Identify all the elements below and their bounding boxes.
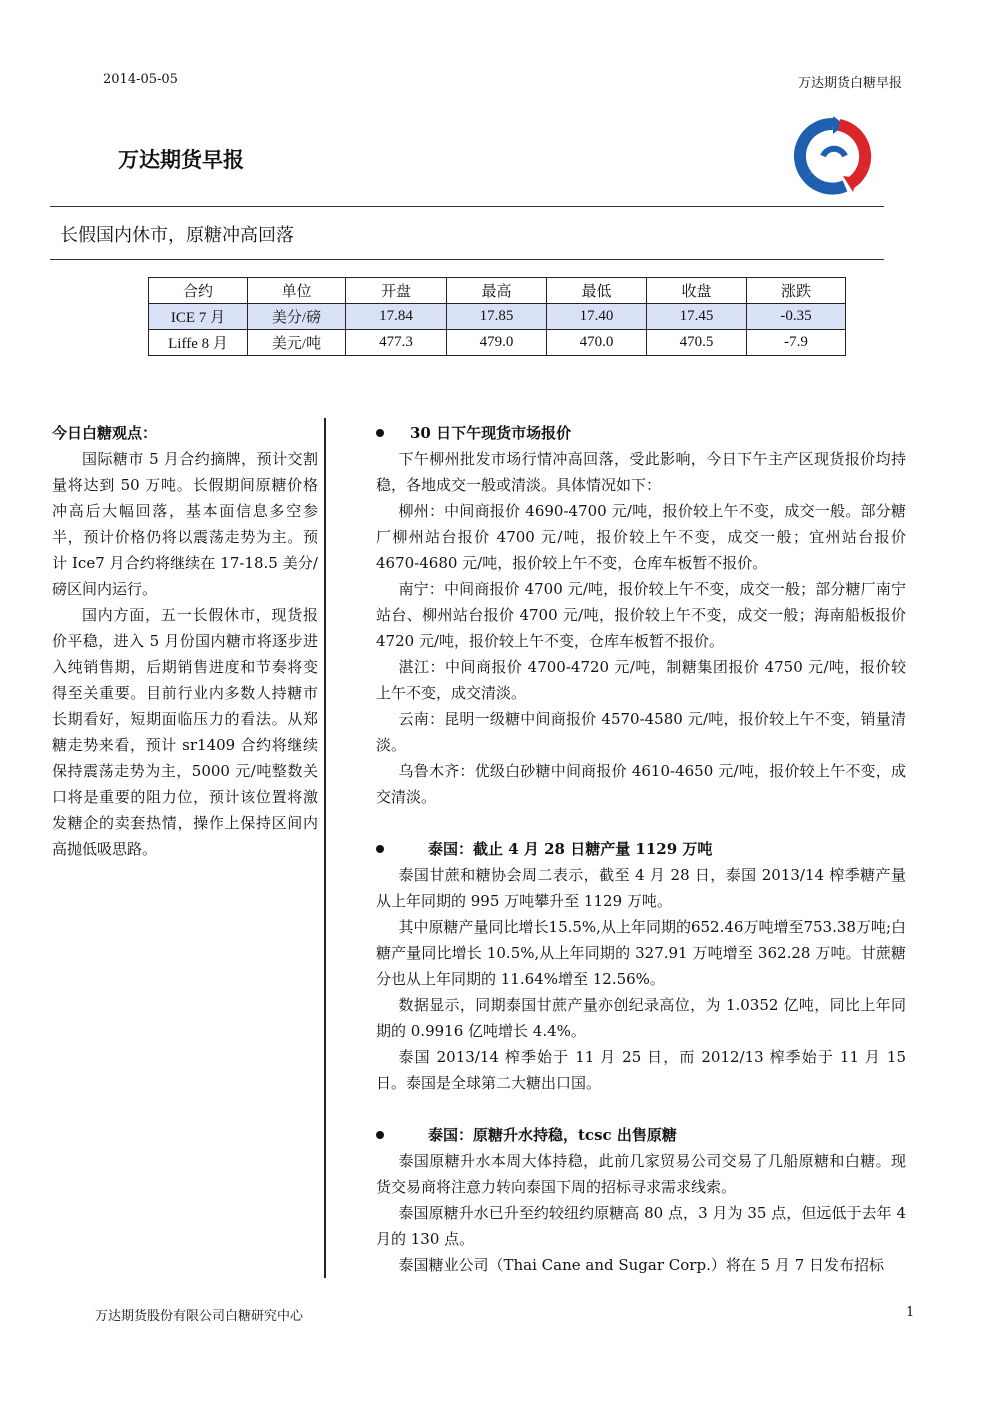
page-number: 1 <box>906 1305 915 1320</box>
outlook-paragraph: 国际糖市 5 月合约摘牌，预计交割量将达到 50 万吨。长假期间原糖价格冲高后大幅回落，基本面信息多空参半，预计价格仍将以震荡走势为主。预计 Ice7 月合约将继续在 17-18.5 美分/磅区间内运行。 <box>52 450 318 598</box>
table-cell: -0.35 <box>747 304 846 330</box>
news-section <box>376 1122 906 1278</box>
table-header: 最低 <box>547 278 647 304</box>
section-paragraph: 柳州：中间商报价 4690-4700 元/吨，报价较上午不变，成交一般。部分糖厂柳州站台报价 4700 元/吨，报价较上午不变，成交一般；宜州站台报价 4670-4680 元/吨，报价较上午不变，仓库车板暂不报价。 <box>376 502 906 572</box>
outlook-heading: 今日白糖观点： <box>52 424 158 442</box>
news-column <box>376 420 906 1278</box>
table-cell: 477.3 <box>346 330 447 356</box>
price-table <box>148 277 846 356</box>
section-paragraph: 泰国 2013/14 榨季始于 11 月 25 日，而 2012/13 榨季始于 11 月 15 日。泰国是全球第二大糖出口国。 <box>376 1048 906 1092</box>
news-section <box>376 836 906 1096</box>
table-cell: ICE 7 月 <box>149 304 248 330</box>
table-cell: -7.9 <box>747 330 846 356</box>
table-cell: Liffe 8 月 <box>149 330 248 356</box>
table-header: 最高 <box>447 278 547 304</box>
section-heading <box>376 1122 906 1148</box>
section-paragraph: 南宁：中间商报价 4700 元/吨，报价较上午不变，成交一般；部分糖厂南宁站台、柳州站台报价 4700 元/吨，报价较上午不变，成交一般；海南船板报价 4720 元/吨，报价较上午不变，仓库车板暂不报价。 <box>376 580 906 650</box>
headline: 长假国内休市，原糖冲高回落 <box>60 225 294 246</box>
table-row <box>149 304 846 330</box>
table-header: 单位 <box>248 278 346 304</box>
table-cell: 479.0 <box>447 330 547 356</box>
bullet-icon <box>376 1131 384 1139</box>
news-section <box>376 420 906 810</box>
bullet-icon <box>376 845 384 853</box>
section-paragraph: 其中原糖产量同比增长15.5%,从上年同期的652.46万吨增至753.38万吨;白糖产量同比增长 10.5%,从上年同期的 327.91 万吨增至 362.28 万吨。甘蔗糖分也从上年同期的 11.64%增至 12.56%。 <box>376 918 906 988</box>
section-paragraph: 泰国糖业公司（Thai Cane and Sugar Corp.）将在 5 月 7 日发布招标 <box>398 1256 885 1274</box>
section-paragraph: 下午柳州批发市场行情冲高回落，受此影响，今日下午主产区现货报价均持稳，各地成交一般或清淡。具体情况如下： <box>376 450 906 494</box>
column-divider <box>324 418 326 1278</box>
section-paragraph: 泰国原糖升水已升至约较纽约原糖高 80 点，3 月为 35 点，但远低于去年 4 月的 130 点。 <box>376 1204 906 1248</box>
section-paragraph: 泰国原糖升水本周大体持稳，此前几家贸易公司交易了几船原糖和白糖。现货交易商将注意力转向泰国下周的招标寻求需求线索。 <box>376 1152 906 1196</box>
section-paragraph: 乌鲁木齐：优级白砂糖中间商报价 4610-4650 元/吨，报价较上午不变，成交清淡。 <box>376 762 906 806</box>
table-cell: 470.5 <box>647 330 747 356</box>
section-title: 30 日下午现货市场报价 <box>410 424 572 442</box>
report-name: 万达期货白糖早报 <box>797 76 902 91</box>
section-paragraph: 数据显示，同期泰国甘蔗产量亦创纪录高位，为 1.0352 亿吨，同比上年同期的 0.9916 亿吨增长 4.4%。 <box>376 996 906 1040</box>
table-header: 合约 <box>149 278 248 304</box>
table-cell: 美元/吨 <box>248 330 346 356</box>
table-cell: 美分/磅 <box>248 304 346 330</box>
section-title: 泰国：截止 4 月 28 日糖产量 1129 万吨 <box>428 840 713 858</box>
header-rule <box>50 206 884 207</box>
table-cell: 17.84 <box>346 304 447 330</box>
outlook-paragraph: 国内方面，五一长假休市，现货报价平稳，进入 5 月份国内糖市将逐步进入纯销售期，后期销售进度和节奏将变得至关重要。目前行业内多数人持糖市长期看好，短期面临压力的看法。从郑糖走势来看，预计 sr1409 合约将继续保持震荡走势为主，5000 元/吨整数关口将是重要的阻力位，预计该位置将激发糖企的卖套热情，操作上保持区间内高抛低吸思路。 <box>52 606 318 858</box>
section-paragraph: 云南：昆明一级糖中间商报价 4570-4580 元/吨，报价较上午不变，销量清淡。 <box>376 710 906 754</box>
bullet-icon <box>376 429 384 437</box>
section-heading <box>376 836 906 862</box>
wanda-logo <box>793 116 873 196</box>
report-date: 2014-05-05 <box>103 72 178 87</box>
section-paragraph: 泰国甘蔗和糖协会周二表示，截至 4 月 28 日，泰国 2013/14 榨季糖产量从上年同期的 995 万吨攀升至 1129 万吨。 <box>376 866 906 910</box>
table-cell: 17.45 <box>647 304 747 330</box>
table-header: 涨跌 <box>747 278 846 304</box>
table-cell: 470.0 <box>547 330 647 356</box>
table-header: 开盘 <box>346 278 447 304</box>
table-row <box>149 330 846 356</box>
section-heading <box>376 420 906 446</box>
table-cell: 17.40 <box>547 304 647 330</box>
table-header-row <box>149 278 846 304</box>
section-paragraph: 湛江：中间商报价 4700-4720 元/吨，制糖集团报价 4750 元/吨，报价较上午不变，成交清淡。 <box>376 658 906 702</box>
table-cell: 17.85 <box>447 304 547 330</box>
footer-company: 万达期货股份有限公司白糖研究中心 <box>95 1309 304 1324</box>
outlook-column <box>52 420 318 862</box>
brand-title: 万达期货早报 <box>118 148 244 172</box>
section-title: 泰国：原糖升水持稳，tcsc 出售原糖 <box>428 1126 677 1144</box>
table-header: 收盘 <box>647 278 747 304</box>
headline-rule <box>50 259 884 260</box>
